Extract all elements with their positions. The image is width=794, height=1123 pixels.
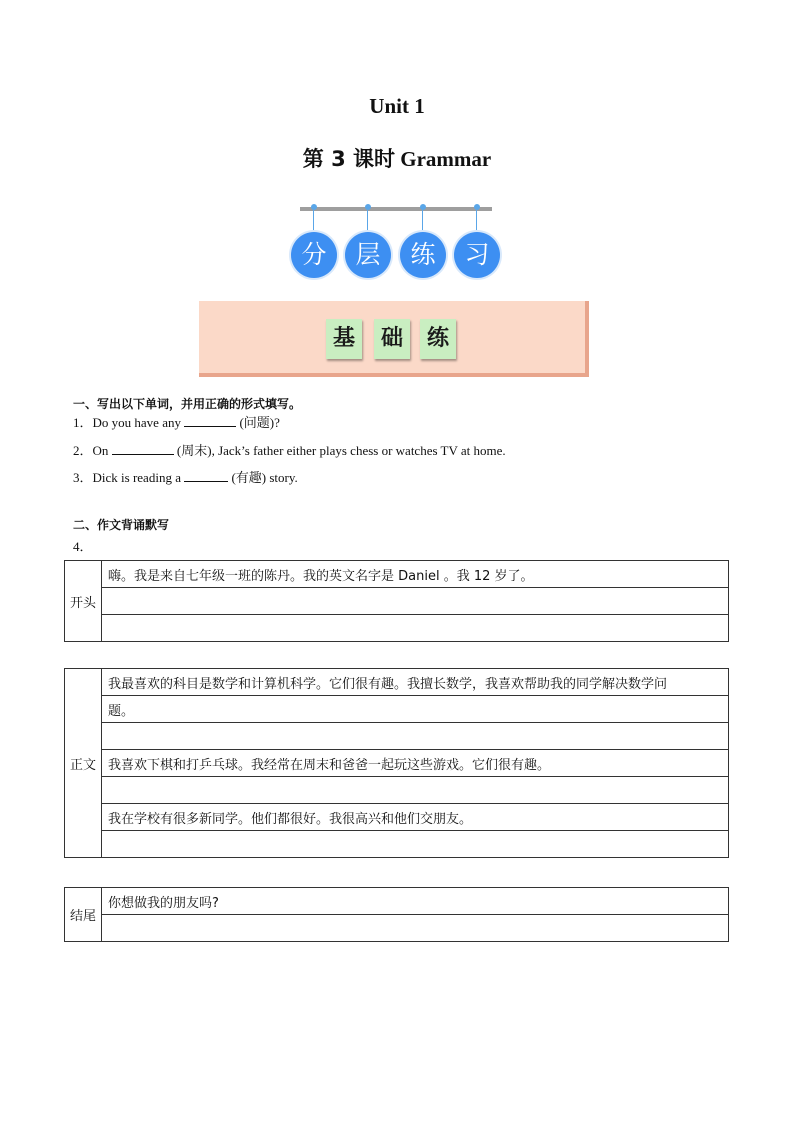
table-row [65, 888, 729, 915]
banner-pin [420, 204, 426, 210]
question-number: 3． [73, 470, 93, 485]
body-line[interactable] [102, 777, 729, 804]
banner-circle: 练 [400, 232, 446, 278]
question-hint: (有趣) story. [228, 470, 298, 485]
opening-line[interactable] [102, 588, 729, 615]
ending-label: 结尾 [65, 888, 102, 942]
basic-practice-box [199, 301, 589, 377]
banner-circle: 分 [291, 232, 337, 278]
table-row [65, 777, 729, 804]
answer-blank[interactable] [184, 414, 236, 427]
answer-blank[interactable] [184, 469, 228, 482]
question-text-after: (周末), Jack’s father either plays chess or watches TV at home. [173, 443, 506, 458]
question-3 [73, 467, 298, 486]
body-line[interactable]: 我在学校有很多新同学。他们都很好。我很高兴和他们交朋友。 [102, 804, 729, 831]
body-table [64, 668, 729, 858]
table-row [65, 804, 729, 831]
body-line[interactable]: 我最喜欢的科目是数学和计算机科学。它们很有趣。我擅长数学，我喜欢帮助我的同学解决数学问 [102, 669, 729, 696]
table-row [65, 669, 729, 696]
question-4-number: 4． [73, 539, 93, 554]
banner-pin [311, 204, 317, 210]
table-row [65, 588, 729, 615]
table-row [65, 615, 729, 642]
layered-practice-banner [290, 204, 504, 279]
banner-string [367, 210, 368, 232]
table-row [65, 750, 729, 777]
question-text: Dick is reading a [92, 470, 185, 485]
banner-string [422, 210, 423, 232]
level-tile: 基 [326, 319, 362, 359]
question-number: 1． [73, 415, 93, 430]
lesson-title [0, 143, 794, 173]
question-hint: (问题)? [236, 415, 280, 430]
banner-string [313, 210, 314, 232]
table-row [65, 915, 729, 942]
answer-blank[interactable] [112, 442, 174, 455]
opening-label: 开头 [65, 561, 102, 642]
unit-title: Unit 1 [369, 94, 425, 118]
question-text: Do you have any [92, 415, 185, 430]
question-text: On [92, 443, 112, 458]
banner-circle: 层 [345, 232, 391, 278]
body-label: 正文 [65, 669, 102, 858]
ending-line[interactable] [102, 915, 729, 942]
section2-heading: 二、作文背诵默写 [73, 518, 170, 532]
lesson-number: 第 3 课时 [302, 147, 395, 171]
level-tile: 础 [374, 319, 410, 359]
ending-table [64, 887, 729, 942]
banner-rail [300, 207, 492, 211]
question-1 [73, 412, 280, 431]
table-row [65, 696, 729, 723]
banner-circle: 习 [454, 232, 500, 278]
banner-string [476, 210, 477, 232]
body-line[interactable]: 我喜欢下棋和打乒乓球。我经常在周末和爸爸一起玩这些游戏。它们很有趣。 [102, 750, 729, 777]
opening-line[interactable] [102, 615, 729, 642]
level-tile: 练 [420, 319, 456, 359]
opening-table [64, 560, 729, 642]
question-number: 2． [73, 443, 93, 458]
banner-pin [474, 204, 480, 210]
question-2 [73, 440, 506, 459]
table-row [65, 723, 729, 750]
opening-line[interactable]: 嗨。我是来自七年级一班的陈丹。我的英文名字是 Daniel 。我 12 岁了。 [102, 561, 729, 588]
ending-line[interactable]: 你想做我的朋友吗? [102, 888, 729, 915]
body-line[interactable]: 题。 [102, 696, 729, 723]
table-row [65, 831, 729, 858]
table-row [65, 561, 729, 588]
lesson-topic: Grammar [400, 147, 492, 171]
banner-pin [365, 204, 371, 210]
section1-heading: 一、写出以下单词，并用正确的形式填写。 [73, 397, 302, 411]
body-line[interactable] [102, 831, 729, 858]
body-line[interactable] [102, 723, 729, 750]
